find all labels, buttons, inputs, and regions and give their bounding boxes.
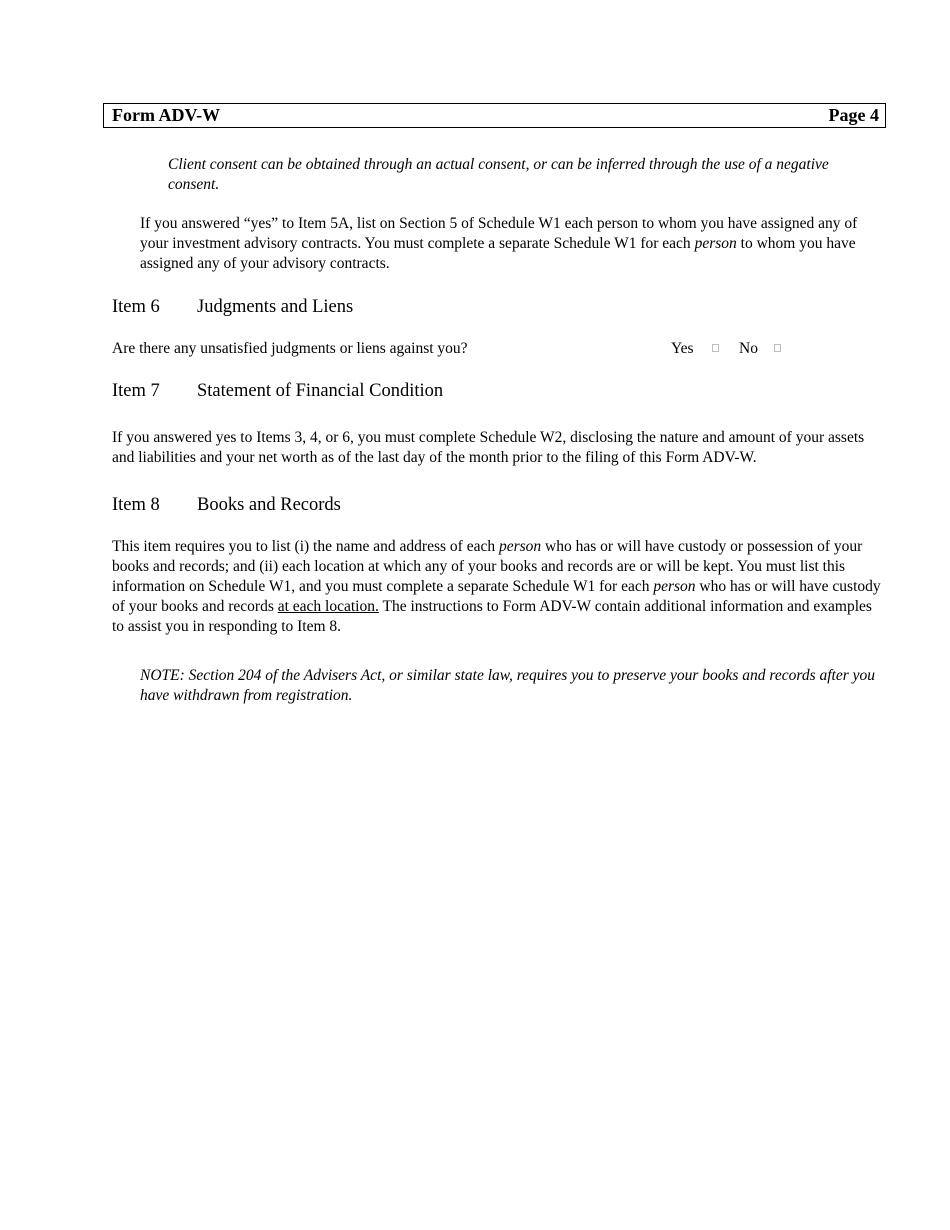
item8-text-part2: who has or will have custody or possession of your books and records; and (ii) each location at which any of your books and records are or will be kept. You must list this information on Schedule W1, and you must complete a separate Schedule W1 for each <box>112 538 863 595</box>
consent-note: Client consent can be obtained through an actual consent, or can be inferred through the use of a negative consent. <box>168 156 829 193</box>
item6-title: Judgments and Liens <box>197 297 354 317</box>
item8-heading <box>112 494 341 516</box>
no-label: No <box>739 340 758 357</box>
item7-title: Statement of Financial Condition <box>197 381 444 401</box>
item6-question: Are there any unsatisfied judgments or liens against you? <box>112 340 468 357</box>
item7-number: Item 7 <box>112 381 160 401</box>
page-label: Page 4 <box>828 105 879 125</box>
item8-text <box>112 537 884 637</box>
item6-heading <box>112 296 353 318</box>
item5-text-part1: If you answered “yes” to Item 5A, list on Section 5 of Schedule W1 each person to whom you have assigned any of your investment advisory contracts. You must complete a separate Schedule W1 for each <box>140 215 858 252</box>
yes-checkbox[interactable] <box>712 344 719 352</box>
retention-note: NOTE: Section 204 of the Advisers Act, or similar state law, requires you to preserve your books and records after you have withdrawn from registration. <box>140 667 876 704</box>
item5-text-part2: to whom you have assigned any of your advisory contracts. <box>140 235 856 272</box>
item8-emph-person-2: person <box>653 578 696 595</box>
no-checkbox[interactable] <box>774 344 781 352</box>
item7-heading <box>112 380 443 402</box>
item6-number: Item 6 <box>112 297 160 317</box>
item5-emph-person: person <box>694 235 737 252</box>
item7-text: If you answered yes to Items 3, 4, or 6, you must complete Schedule W2, disclosing the nature and amount of your assets and liabilities and your net worth as of the last day of the month prior to the filing of this Form ADV-W. <box>112 429 865 466</box>
item6-question-row <box>112 339 792 359</box>
item8-emph-person-1: person <box>498 538 542 555</box>
form-title: Form ADV-W <box>112 105 221 125</box>
form-header <box>103 103 886 128</box>
item8-text-part1: This item requires you to list (i) the name and address of each <box>112 538 499 555</box>
item8-number: Item 8 <box>112 495 160 515</box>
item8-underlined-location: at each location. <box>277 598 379 615</box>
item5-instructions <box>140 214 870 274</box>
item8-title: Books and Records <box>197 495 341 515</box>
item8-text-part4: The instructions to Form ADV-W contain additional information and examples to assist you in responding to Item 8. <box>112 598 872 635</box>
item8-text-part3: who has or will have custody of your books and records <box>112 578 881 615</box>
yes-label: Yes <box>671 340 694 357</box>
